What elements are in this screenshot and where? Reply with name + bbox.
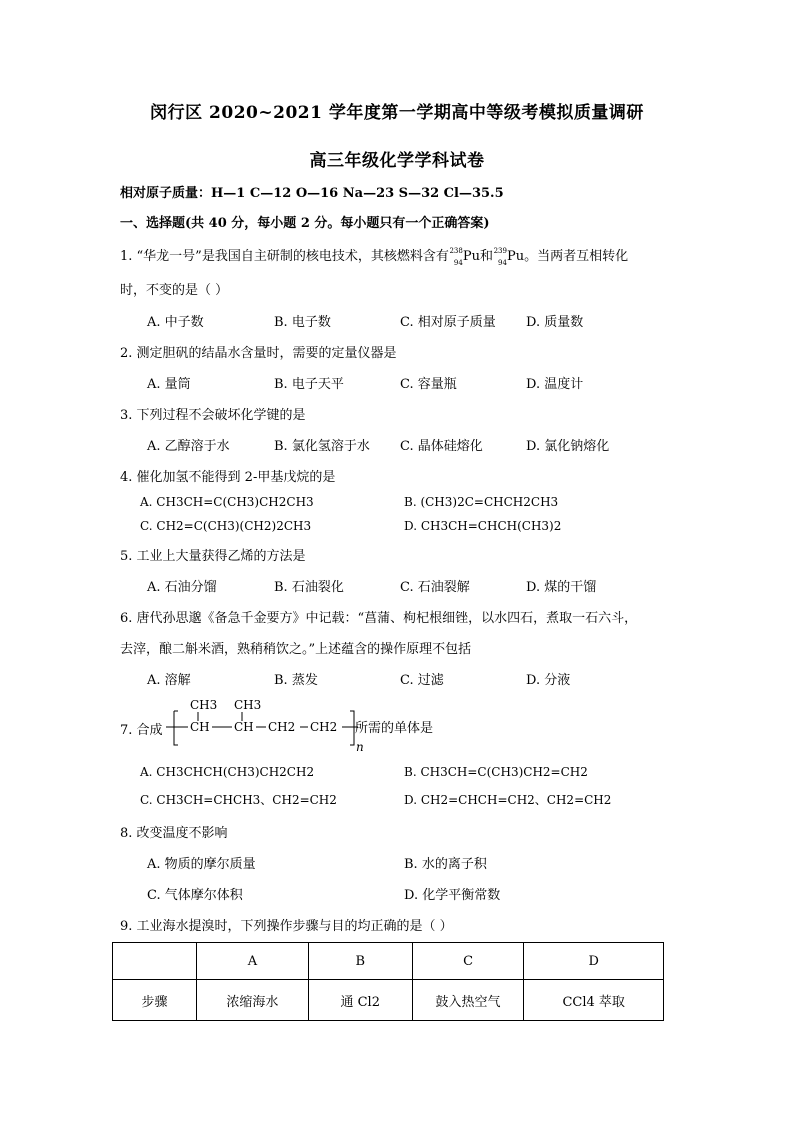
right-bracket (350, 711, 354, 745)
q4-option-d[interactable]: D. CH3CH=CHCH(CH3)2 (404, 519, 562, 533)
q5-option-a[interactable]: A. 石油分馏 (147, 580, 217, 595)
q1-option-a[interactable]: A. 中子数 (147, 315, 204, 330)
chain-ch2-1: CH2 (268, 720, 296, 734)
table-cell: 步骤 (113, 980, 197, 1021)
q2-option-b[interactable]: B. 电子天平 (274, 377, 344, 392)
q8-option-b[interactable]: B. 水的离子积 (404, 857, 487, 872)
isotope-pu-238: 238 94 (449, 246, 463, 267)
table-cell: D (524, 943, 664, 980)
table-cell: 通 Cl2 (308, 980, 412, 1021)
q6-option-d[interactable]: D. 分液 (526, 673, 571, 688)
section-heading: 一、选择题(共 40 分，每小题 2 分。每小题只有一个正确答案) (120, 216, 490, 231)
q6-option-b[interactable]: B. 蒸发 (274, 673, 318, 688)
q2-option-c[interactable]: C. 容量瓶 (400, 377, 457, 392)
q8-option-c[interactable]: C. 气体摩尔体积 (147, 888, 243, 903)
table-header-row (113, 943, 664, 980)
table-cell: B (308, 943, 412, 980)
substituent-ch3-2: CH3 (234, 698, 262, 712)
atomic-mass-line: 相对原子质量：H—1 C—12 O—16 Na—23 S—32 Cl—35.5 (120, 186, 504, 201)
q6-option-c[interactable]: C. 过滤 (400, 673, 444, 688)
q4-option-b[interactable]: B. (CH3)2C=CHCH2CH3 (404, 495, 559, 509)
q4-option-c[interactable]: C. CH2=C(CH3)(CH2)2CH3 (140, 519, 312, 533)
table-cell: 浓缩海水 (197, 980, 309, 1021)
q1-option-b[interactable]: B. 电子数 (274, 315, 331, 330)
question-4-stem: 4. 催化加氢不能得到 2-甲基戊烷的是 (120, 470, 336, 485)
table-row (113, 980, 664, 1021)
question-6-stem: 6. 唐代孙思邈《备急千金要方》中记载：“菖蒲、枸杞根细锉，以水四石，煮取一石六斗， (120, 611, 638, 626)
q4-option-a[interactable]: A. CH3CH=C(CH3)CH2CH3 (140, 495, 314, 509)
question-2-stem: 2. 测定胆矾的结晶水含量时，需要的定量仪器是 (120, 346, 397, 361)
q3-option-a[interactable]: A. 乙醇溶于水 (147, 439, 230, 454)
q6-option-a[interactable]: A. 溶解 (147, 673, 191, 688)
q9-table (112, 942, 664, 1021)
chain-ch2-2: CH2 (310, 720, 338, 734)
question-5-stem: 5. 工业上大量获得乙烯的方法是 (120, 549, 306, 564)
question-6-stem-cont: 去滓，酿二斛米酒，熟稍稍饮之。”上述蕴含的操作原理不包括 (120, 642, 472, 657)
q3-option-c[interactable]: C. 晶体硅熔化 (400, 439, 483, 454)
q3-option-d[interactable]: D. 氯化钠熔化 (526, 439, 610, 454)
question-7-prefix: 7. 合成 (120, 723, 163, 738)
q8-option-a[interactable]: A. 物质的摩尔质量 (147, 857, 256, 872)
table-cell: A (197, 943, 309, 980)
q7-option-d[interactable]: D. CH2=CHCH=CH2、CH2=CH2 (404, 793, 612, 807)
q1-option-d[interactable]: D. 质量数 (526, 315, 584, 330)
q2-option-a[interactable]: A. 量筒 (147, 377, 191, 392)
q3-option-b[interactable]: B. 氯化氢溶于水 (274, 439, 370, 454)
table-cell: C (412, 943, 524, 980)
q7-option-c[interactable]: C. CH3CH=CHCH3、CH2=CH2 (140, 793, 337, 807)
substituent-ch3-1: CH3 (190, 698, 218, 712)
question-8-stem: 8. 改变温度不影响 (120, 826, 228, 841)
q8-option-d[interactable]: D. 化学平衡常数 (404, 888, 501, 903)
exam-title: 闵行区 2020~2021 学年度第一学期高中等级考模拟质量调研 (150, 103, 644, 123)
chain-ch-1: CH (190, 720, 210, 734)
question-7-suffix: 所需的单体是 (355, 721, 434, 736)
exam-subtitle: 高三年级化学学科试卷 (309, 151, 485, 171)
question-1-stem: 1. “华龙一号”是我国自主研制的核电技术，其核燃料含有 238 94 Pu和 239 94 Pu。当两者互相转化 (120, 246, 629, 267)
question-3-stem: 3. 下列过程不会破坏化学键的是 (120, 408, 306, 423)
table-cell (113, 943, 197, 980)
isotope-pu-239: 239 94 (493, 246, 507, 267)
chain-ch-2: CH (234, 720, 254, 734)
q5-option-b[interactable]: B. 石油裂化 (274, 580, 344, 595)
table-cell: CCl4 萃取 (524, 980, 664, 1021)
q7-option-b[interactable]: B. CH3CH=C(CH3)CH2=CH2 (404, 765, 588, 779)
table-cell: 鼓入热空气 (412, 980, 524, 1021)
left-bracket (174, 711, 178, 745)
q1-option-c[interactable]: C. 相对原子质量 (400, 315, 496, 330)
repeat-n: n (356, 740, 364, 754)
q5-option-d[interactable]: D. 煤的干馏 (526, 580, 597, 595)
q7-option-a[interactable]: A. CH3CHCH(CH3)CH2CH2 (140, 765, 315, 779)
question-9-stem: 9. 工业海水提溴时，下列操作步骤与目的均正确的是（ ） (120, 919, 453, 934)
q5-option-c[interactable]: C. 石油裂解 (400, 580, 470, 595)
question-1-stem-cont: 时，不变的是（ ） (120, 283, 229, 298)
q2-option-d[interactable]: D. 温度计 (526, 377, 584, 392)
